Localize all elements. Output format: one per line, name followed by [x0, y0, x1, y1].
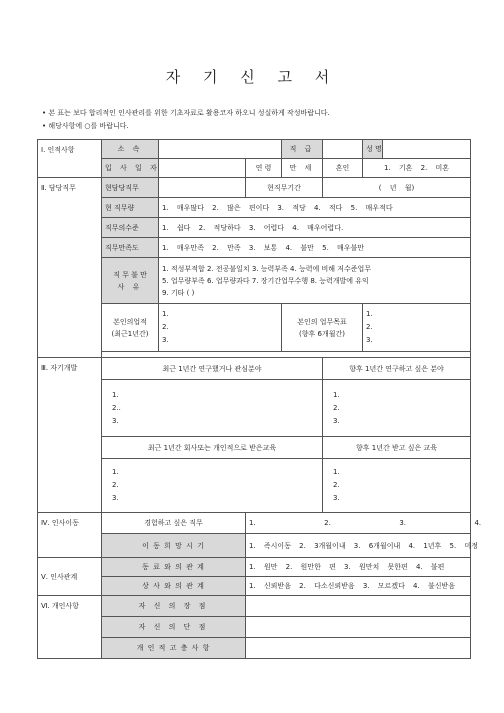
- marriage-options[interactable]: 1. 기혼 2. 미혼: [363, 159, 471, 178]
- rank-label: 직 급: [282, 140, 323, 159]
- duty-level-options[interactable]: 1. 쉽다 2. 적당하다 3. 어렵다 4. 매우어렵다.: [159, 218, 471, 238]
- work-goal-field[interactable]: [363, 304, 471, 352]
- dissatisfaction-reason-options[interactable]: [159, 258, 471, 304]
- instructions: [42, 107, 330, 133]
- section-personal-info: Ⅰ. 인적사항: [38, 140, 102, 178]
- achievement-item-1: 1.: [162, 310, 169, 318]
- superior-relation-label: 상 사 와 의 관 계: [102, 577, 246, 596]
- satisfaction-label: 직무만족도: [102, 238, 159, 258]
- past-research-item-1: 1.: [112, 390, 119, 399]
- join-date-label: 입 사 일 자: [102, 159, 159, 178]
- transfer-timing-label: 이 동 희 망 시 기: [102, 534, 246, 558]
- name-label: 성 명: [363, 140, 383, 159]
- grievance-field[interactable]: [246, 638, 471, 659]
- future-research-item-3: 3.: [333, 416, 340, 425]
- workload-label: 현 직무량: [102, 198, 159, 218]
- past-training-field[interactable]: [102, 459, 323, 513]
- past-research-field[interactable]: [102, 380, 323, 437]
- work-goal-label: [282, 304, 363, 352]
- strength-label: 자 신 의 장 점: [102, 596, 246, 617]
- work-goal-item-1: 1.: [366, 310, 373, 318]
- future-training-field[interactable]: [323, 459, 471, 513]
- reason-label-line2: 사 유: [117, 282, 143, 291]
- duty-period-label: 현직무기간: [246, 178, 323, 198]
- note-line-1: • 본 표는 보다 합리적인 인사관리를 위한 기초자료로 활용코자 하오니 성실하게 작성바랍니다.: [42, 109, 330, 117]
- section-self-development: Ⅲ. 자기개발: [38, 358, 102, 513]
- future-training-item-1: 1.: [333, 468, 340, 476]
- marriage-label: 혼인: [323, 159, 363, 178]
- desired-job-label: 경험하고 싶은 직무: [102, 513, 246, 534]
- future-research-item-1: 1.: [333, 390, 340, 399]
- rank-field[interactable]: [323, 140, 363, 159]
- achievement-item-3: 3.: [162, 336, 169, 344]
- note-line-2: • 해당사항에 ○를 바랍니다.: [42, 122, 129, 130]
- strength-field[interactable]: [246, 596, 471, 617]
- reason-options-line2: 5. 업무량부족 6. 업무량과다 7. 장기간업무수행 8. 능력개발에 유익: [162, 276, 369, 285]
- superior-relation-options[interactable]: 1. 신뢰받음 2. 다소신뢰받음 3. 모르겠다 4. 불신받음: [246, 577, 471, 596]
- past-training-item-3: 3.: [112, 494, 119, 502]
- grievance-label: 개 인 적 고 충 사 항: [102, 638, 246, 659]
- colleague-relation-options[interactable]: 1. 원만 2. 원만한 편 3. 원만치 못한편 4. 불편: [246, 558, 471, 577]
- achievement-label-line1: 본인의업적: [113, 317, 147, 326]
- past-research-item-3: 3.: [112, 416, 119, 425]
- past-research-label: 최근 1년간 연구했거나 관심분야: [102, 358, 323, 380]
- future-research-item-2: 2.: [333, 403, 340, 412]
- transfer-timing-options[interactable]: 1. 즉시이동 2. 3개월이내 3. 6개월이내 4. 1년후 5. 미정: [246, 534, 471, 558]
- duty-level-label: 직무의수준: [102, 218, 159, 238]
- desired-job-opt-4: 4.: [474, 519, 482, 527]
- work-goal-label-line1: 본인의 업무목표: [297, 317, 347, 326]
- past-training-item-2: 2.: [112, 481, 119, 489]
- achievement-item-2: 2.: [162, 323, 169, 331]
- desired-job-options[interactable]: [246, 513, 482, 534]
- past-training-item-1: 1.: [112, 468, 119, 476]
- workload-options[interactable]: 1. 매우많다 2. 많은 편이다 3. 적당 4. 적다 5. 매우적다: [159, 198, 471, 218]
- future-research-label: 향후 1년간 연구하고 싶은 분야: [323, 358, 471, 380]
- achievement-field[interactable]: [159, 304, 282, 352]
- section-relations: Ⅴ. 인사관계: [38, 558, 102, 596]
- current-duty-label: 현담당직무: [102, 178, 159, 198]
- join-date-field[interactable]: [159, 159, 246, 178]
- dept-field[interactable]: [159, 140, 282, 159]
- weakness-label: 자 신 의 단 점: [102, 617, 246, 638]
- work-goal-item-2: 2.: [366, 323, 373, 331]
- section-personal: Ⅵ. 개인사항: [38, 596, 102, 659]
- name-field[interactable]: [383, 140, 471, 159]
- desired-job-opt-2: 2.: [324, 519, 331, 527]
- past-research-item-2: 2..: [112, 403, 121, 412]
- achievement-label: [102, 304, 159, 352]
- desired-job-opt-1: 1.: [249, 519, 256, 527]
- age-label: 연 령: [246, 159, 282, 178]
- reason-options-line1: 1. 적성부적합 2. 전공불일치 3. 능력부족 4. 능력에 비해 저수준업무: [162, 264, 372, 273]
- work-goal-item-3: 3.: [366, 336, 373, 344]
- colleague-relation-label: 동 료 와 의 관 계: [102, 558, 246, 577]
- dissatisfaction-reason-label: [102, 258, 159, 304]
- dept-label: 소 속: [102, 140, 159, 159]
- past-training-label: 최근 1년간 회사또는 개인적으로 받은교육: [102, 437, 323, 459]
- self-report-form: [37, 139, 482, 659]
- future-training-label: 향후 1년간 받고 싶은 교육: [323, 437, 471, 459]
- age-field[interactable]: 만 세: [282, 159, 323, 178]
- future-training-item-3: 3.: [333, 494, 340, 502]
- achievement-label-line2: (최근1년간): [111, 329, 149, 338]
- section-transfer: Ⅳ. 인사이동: [38, 513, 102, 558]
- page-title: 자 기 신 고 서: [165, 68, 339, 86]
- reason-options-line3: 9. 기타 ( ): [162, 288, 195, 297]
- future-research-field[interactable]: [323, 380, 471, 437]
- satisfaction-options[interactable]: 1. 매우만족 2. 만족 3. 보통 4. 불만 5. 매우불만: [159, 238, 471, 258]
- current-duty-field[interactable]: [159, 178, 246, 198]
- reason-label-line1: 직 무 불 만: [113, 270, 147, 279]
- future-training-item-2: 2.: [333, 481, 340, 489]
- duty-period-field[interactable]: ( 년 월): [323, 178, 471, 198]
- work-goal-label-line2: (향후 6개월간): [299, 329, 345, 338]
- desired-job-opt-3: 3.: [399, 519, 406, 527]
- weakness-field[interactable]: [246, 617, 471, 638]
- section-duty: Ⅱ. 담당직무: [38, 178, 102, 358]
